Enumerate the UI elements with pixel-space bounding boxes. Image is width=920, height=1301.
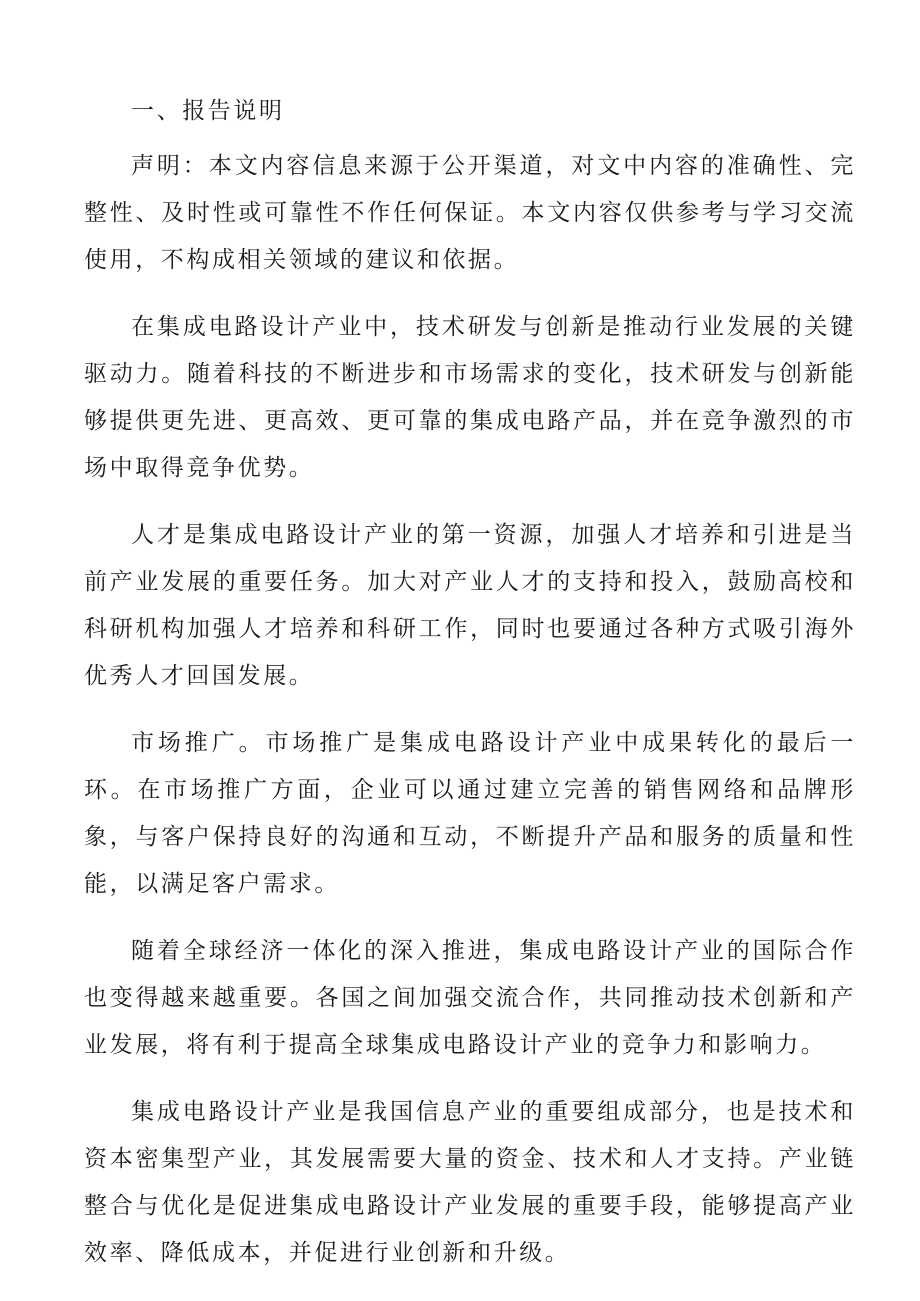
- document-body: [84, 88, 856, 1297]
- paragraph-international-cooperation: 随着全球经济一体化的深入推进，集成电路设计产业的国际合作也变得越来越重要。各国之间加强交流合作，共同推动技术创新和产业发展，将有利于提高全球集成电路设计产业的竞争力和影响力。: [84, 938, 856, 1058]
- section-heading: 一、报告说明: [131, 98, 285, 124]
- paragraph-industry-chain: 集成电路设计产业是我国信息产业的重要组成部分，也是技术和资本密集型产业，其发展需要大量的资金、技术和人才支持。产业链整合与优化是促进集成电路设计产业发展的重要手段，能够提高产业效率、降低成本，并促进行业创新和升级。: [84, 1099, 856, 1266]
- paragraph-talent: 人才是集成电路设计产业的第一资源，加强人才培养和引进是当前产业发展的重要任务。加大对产业人才的支持和投入，鼓励高校和科研机构加强人才培养和科研工作，同时也要通过各种方式吸引海外优秀人才回国发展。: [84, 522, 856, 689]
- paragraph-rd-innovation: 在集成电路设计产业中，技术研发与创新是推动行业发展的关键驱动力。随着科技的不断进步和市场需求的变化，技术研发与创新能够提供更先进、更高效、更可靠的集成电路产品，并在竞争激烈的市场中取得竞争优势。: [84, 314, 856, 481]
- paragraph-disclaimer: 声明：本文内容信息来源于公开渠道，对文中内容的准确性、完整性、及时性或可靠性不作任何保证。本文内容仅供参考与学习交流使用，不构成相关领域的建议和依据。: [84, 153, 856, 273]
- paragraph-market-promotion: 市场推广。市场推广是集成电路设计产业中成果转化的最后一环。在市场推广方面，企业可以通过建立完善的销售网络和品牌形象，与客户保持良好的沟通和互动，不断提升产品和服务的质量和性能，以满足客户需求。: [84, 730, 856, 897]
